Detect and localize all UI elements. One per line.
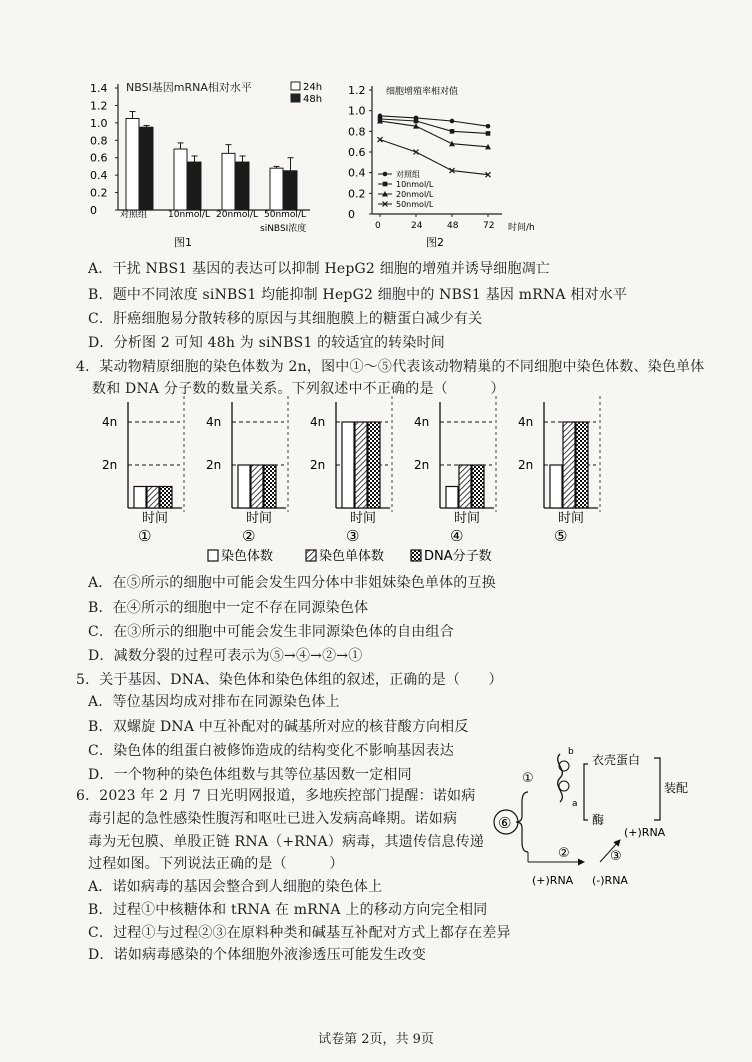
fig1-ytick-label: 1.2 bbox=[90, 99, 108, 113]
q6-option-a: A．诺如病毒的基因会整合到人细胞的染色体上 bbox=[88, 879, 383, 895]
fig1-ytick-label: 0.8 bbox=[90, 134, 108, 148]
fig2-title: 细胞增殖率相对值 bbox=[386, 87, 459, 97]
fig1-bar-48h bbox=[140, 127, 153, 210]
fig1-title: NBSI基因mRNA相对水平 bbox=[126, 81, 252, 94]
fig2-legend-label: 50nmol/L bbox=[396, 200, 434, 209]
q4-figure bbox=[84, 396, 614, 568]
fig1-bar-48h bbox=[284, 171, 297, 210]
fig1-legend-48h: 48h bbox=[303, 94, 323, 105]
fig2-point bbox=[383, 182, 388, 187]
figure-1-chart bbox=[88, 74, 323, 259]
q4-y-label-4n: 4n bbox=[414, 415, 430, 429]
fig1-xtick-label: 10nmol/L bbox=[168, 210, 210, 220]
q4-legend-dna: DNA分子数 bbox=[424, 549, 492, 564]
fig2-ytick-label: 1.2 bbox=[348, 84, 366, 97]
fig1-legend-24h: 24h bbox=[303, 82, 323, 93]
fig1-ytick-label: 1.4 bbox=[90, 82, 108, 95]
q4-y-label-4n: 4n bbox=[206, 415, 222, 429]
fig1-bar-24h bbox=[126, 119, 139, 211]
q5-stem: 5．关于基因、DNA、染色体和染色体组的叙述，正确的是（ ） bbox=[76, 672, 503, 688]
q4-panel-number: ② bbox=[242, 527, 256, 545]
q6-stem-line4: 过程如图。下列说法正确的是（ ） bbox=[88, 856, 344, 872]
fig2-xtick-label: 72 bbox=[483, 221, 495, 231]
fig1-xtick-label: 50nmol/L bbox=[264, 210, 306, 220]
fig2-point bbox=[450, 119, 455, 124]
q4-bar-chromosome bbox=[446, 487, 458, 509]
fig2-point bbox=[486, 124, 491, 129]
q5-option-d: D．一个物种的染色体组数与其等位基因数一定相同 bbox=[88, 767, 412, 783]
q6-option-d: D．诺如病毒感染的个体细胞外液渗透压可能发生改变 bbox=[88, 947, 427, 963]
q4-y-label-2n: 2n bbox=[206, 458, 222, 472]
assembly-bracket bbox=[654, 758, 660, 820]
q4-panel-number: ⑤ bbox=[554, 527, 568, 545]
q4-option-d: D．减数分裂的过程可表示为⑤→④→②→① bbox=[88, 648, 363, 664]
fig2-point bbox=[414, 119, 419, 124]
q4-bar-chromatid bbox=[147, 487, 159, 509]
fig2-xlabel: 时间/h bbox=[508, 223, 535, 233]
diagram-step1: ① bbox=[522, 771, 534, 786]
fig1-ytick-label: 0.4 bbox=[90, 169, 108, 183]
fig2-xtick-label: 48 bbox=[447, 221, 459, 231]
fig2-point bbox=[486, 131, 491, 136]
fig1-ytick-label: 1.0 bbox=[90, 116, 108, 130]
fig2-series-line bbox=[380, 121, 488, 147]
q3-option-c: C．肝癌细胞易分散转移的原因与其细胞膜上的糖蛋白减少有关 bbox=[88, 311, 483, 327]
q5-option-a: A．等位基因均成对排布在同源染色体上 bbox=[88, 694, 340, 710]
q4-bar-chromosome bbox=[342, 422, 354, 508]
fig1-legend-swatch-24h bbox=[291, 82, 300, 90]
fig2-series-line bbox=[380, 119, 488, 133]
fig1-bar-48h bbox=[236, 162, 249, 210]
q4-panel-number: ④ bbox=[450, 527, 464, 545]
q6-option-b: B．过程①中核糖体和 tRNA 在 mRNA 上的移动方向完全相同 bbox=[88, 902, 488, 918]
q4-panel-number: ① bbox=[138, 527, 152, 545]
products-bracket bbox=[584, 764, 588, 820]
q3-option-b: B．题中不同浓度 siNBS1 均能抑制 HepG2 细胞中的 NBS1 基因 mRNA 相对水平 bbox=[88, 287, 628, 303]
q4-x-label: 时间 bbox=[142, 511, 169, 526]
fig2-legend-label: 20nmol/L bbox=[396, 190, 434, 199]
q6-stem-line3: 毒为无包膜、单股正链 RNA（+RNA）病毒，其遗传信息传递 bbox=[88, 834, 484, 850]
fig2-ytick-label: 0.4 bbox=[348, 166, 366, 180]
q4-legend-swatch-dna bbox=[411, 550, 421, 561]
q5-option-b: B．双螺旋 DNA 中互补配对的碱基所对应的核苷酸方向相反 bbox=[88, 719, 469, 735]
diagram-rna-pos-right: (+)RNA bbox=[624, 826, 666, 839]
q4-bar-chromatid bbox=[459, 465, 471, 508]
q4-y-label-4n: 4n bbox=[102, 415, 118, 429]
diagram-brace bbox=[516, 792, 528, 852]
diagram-step3: ③ bbox=[610, 849, 622, 864]
q6-stem-line2: 毒引起的急性感染性腹泻和呕吐已进入发病高峰期。诺如病 bbox=[88, 811, 458, 827]
q6-virus-diagram bbox=[488, 742, 698, 892]
fig1-bar-48h bbox=[188, 162, 201, 210]
fig1-bar-24h bbox=[222, 153, 235, 210]
fig2-legend-label: 10nmol/L bbox=[396, 180, 434, 189]
fig1-bar-24h bbox=[174, 149, 187, 210]
q4-y-label-2n: 2n bbox=[518, 458, 534, 472]
q4-legend-chromatid: 染色单体数 bbox=[319, 549, 385, 564]
q4-stem-line2: 数和 DNA 分子数的数量关系。下列叙述中不正确的是（ ） bbox=[92, 381, 505, 397]
fig2-legend-label: 对照组 bbox=[396, 170, 420, 179]
fig2-caption: 图2 bbox=[426, 236, 444, 249]
q4-y-label-2n: 2n bbox=[102, 458, 118, 472]
q6-stem-line1: 6．2023 年 2 月 7 日光明网报道，多地疾控部门提醒：诺如病 bbox=[76, 788, 476, 804]
q4-x-label: 时间 bbox=[558, 511, 585, 526]
fig2-ytick-label: 0.8 bbox=[348, 125, 366, 139]
q4-option-c: C．在③所示的细胞中可能会发生非同源染色体的自由组合 bbox=[88, 624, 454, 640]
q3-option-a: A．干扰 NBS1 基因的表达可以抑制 HepG2 细胞的增殖并诱导细胞凋亡 bbox=[88, 261, 551, 277]
fig1-legend-swatch-48h bbox=[291, 94, 300, 102]
q4-bar-dna bbox=[368, 422, 380, 508]
diagram-label-b: b bbox=[568, 747, 574, 757]
q4-x-label: 时间 bbox=[350, 511, 377, 526]
q4-x-label: 时间 bbox=[246, 511, 273, 526]
q4-x-label: 时间 bbox=[454, 511, 481, 526]
q4-y-label-4n: 4n bbox=[518, 415, 534, 429]
diagram-rna-neg-bottom: (-)RNA bbox=[592, 874, 628, 887]
diagram-rna-pos-bottom: (+)RNA bbox=[532, 874, 574, 887]
fig1-caption: 图1 bbox=[174, 236, 192, 249]
fig2-point bbox=[450, 129, 455, 134]
fig1-ytick-label: 0.2 bbox=[90, 186, 108, 200]
q4-bar-chromatid bbox=[355, 422, 367, 508]
q4-bar-chromatid bbox=[563, 422, 575, 508]
q6-option-c: C．过程①与过程②③在原料种类和碱基互补配对方式上都存在差异 bbox=[88, 925, 511, 941]
ribosome-icon-2 bbox=[559, 781, 569, 791]
fig2-series-line bbox=[380, 116, 488, 126]
q4-option-b: B．在④所示的细胞中一定不存在同源染色体 bbox=[88, 600, 369, 616]
q4-option-a: A．在⑤所示的细胞中可能会发生四分体中非姐妹染色单体的互换 bbox=[88, 575, 496, 591]
fig2-ytick-label: 0.2 bbox=[348, 187, 366, 201]
q4-bar-chromosome bbox=[238, 465, 250, 508]
fig1-ytick-label: 0 bbox=[90, 204, 97, 217]
q4-bar-dna bbox=[264, 465, 276, 508]
q4-y-label-2n: 2n bbox=[310, 458, 326, 472]
fig1-xtick-label: 对照组 bbox=[120, 210, 148, 220]
diagram-assembly: 装配 bbox=[664, 781, 689, 795]
q4-legend-chromosome: 染色体数 bbox=[221, 549, 274, 564]
diagram-step2: ② bbox=[558, 846, 570, 861]
diagram-circle-label: ⑥ bbox=[498, 814, 512, 832]
q5-option-c: C．染色体的组蛋白被修饰造成的结构变化不影响基因表达 bbox=[88, 743, 454, 759]
fig2-point bbox=[383, 172, 388, 177]
fig2-ytick-label: 0.6 bbox=[348, 146, 366, 159]
q4-panel-number: ③ bbox=[346, 527, 360, 545]
page-footer: 试卷第 2页，共 9页 bbox=[318, 1032, 434, 1047]
q4-legend-swatch-chromosome bbox=[208, 550, 218, 561]
fig2-xtick-label: 24 bbox=[411, 221, 423, 231]
q4-bar-dna bbox=[472, 465, 484, 508]
fig2-ytick-label: 0 bbox=[348, 208, 355, 221]
q4-y-label-2n: 2n bbox=[414, 458, 430, 472]
q4-stem-line1: 4．某动物精原细胞的染色体数为 2n，图中①～⑤代表该动物精巢的不同细胞中染色体数、染色单体 bbox=[76, 359, 705, 375]
q4-y-label-4n: 4n bbox=[310, 415, 326, 429]
diagram-label-a: a bbox=[572, 799, 578, 809]
fig1-ytick-label: 0.6 bbox=[90, 151, 108, 165]
q4-bar-chromatid bbox=[251, 465, 263, 508]
fig1-xlabel: siNBSI浓度 bbox=[260, 224, 307, 234]
figure-2-chart bbox=[342, 74, 552, 259]
fig2-xtick-label: 0 bbox=[375, 221, 381, 231]
q4-legend-swatch-chromatid bbox=[306, 550, 316, 561]
diagram-coat-protein: 衣壳蛋白 bbox=[592, 753, 641, 767]
fig1-bar-24h bbox=[270, 168, 283, 210]
diagram-enzyme: 酶 bbox=[592, 813, 605, 827]
q3-option-d: D．分析图 2 可知 48h 为 siNBS1 的较适宜的转染时间 bbox=[88, 335, 445, 351]
q4-bar-chromosome bbox=[134, 487, 146, 509]
q4-bar-dna bbox=[576, 422, 588, 508]
q4-bar-chromosome bbox=[550, 465, 562, 508]
fig2-ytick-label: 1.0 bbox=[348, 104, 366, 118]
fig1-xtick-label: 20nmol/L bbox=[216, 210, 258, 220]
q4-bar-dna bbox=[160, 487, 172, 509]
